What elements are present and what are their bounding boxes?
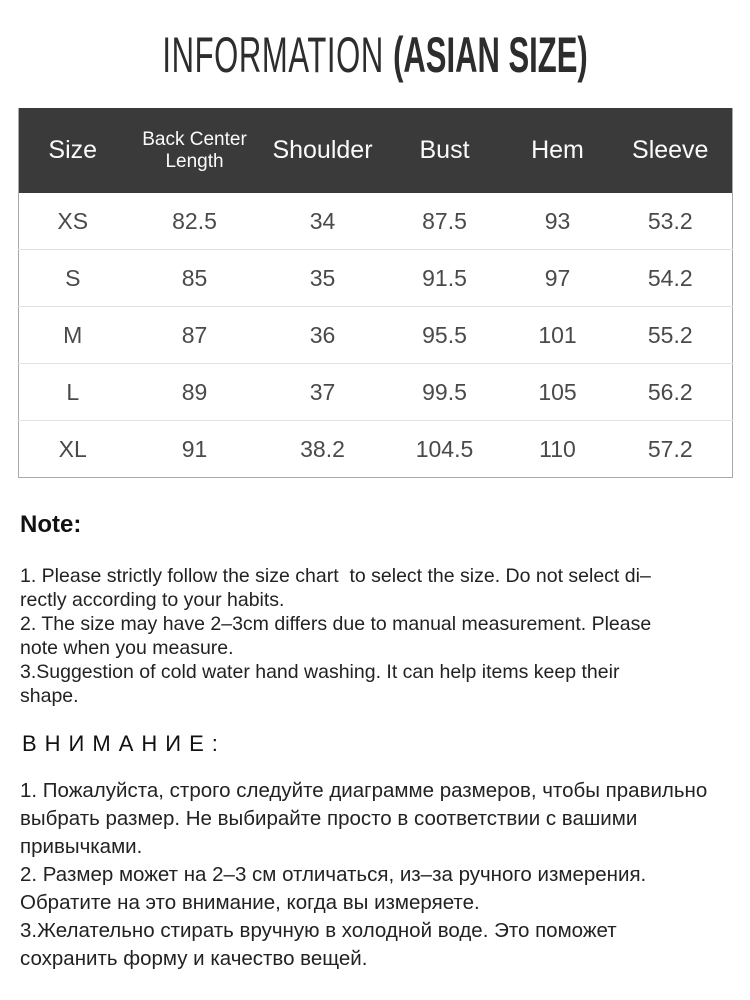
header-cell-bust: Bust [383, 108, 507, 193]
attention-line: 2. Размер может на 2–3 см отличаться, из–за ручного измерения. [20, 863, 647, 886]
cell-bust: 91.5 [383, 250, 507, 307]
cell-hem: 93 [507, 193, 609, 250]
page-title-text [162, 26, 587, 84]
cell-shoulder: 38.2 [300, 435, 345, 462]
cell-bust: 104.5 [415, 435, 474, 462]
cell-sleeve: 56.2 [609, 364, 733, 421]
table-row-l [19, 364, 733, 421]
attention-line: выбрать размер. Не выбирайте просто в соответствии с вашими [20, 807, 638, 830]
note-line: rectly according to your habits. [20, 589, 285, 611]
cell-hem: 105 [507, 364, 609, 421]
cell-bust: 87.5 [383, 193, 507, 250]
cell-back-center-length: 91 [181, 435, 208, 462]
attention-line: сохранить форму и качество вещей. [20, 947, 368, 970]
cell-sleeve: 57.2 [647, 435, 693, 462]
note-line: 3.Suggestion of cold water hand washing. It can help items keep their [20, 661, 620, 683]
cell-shoulder: 35 [263, 250, 383, 307]
note-line: 2. The size may have 2–3cm differs due to manual measurement. Please [20, 613, 652, 635]
attention-line: 3.Желательно стирать вручную в холодной воде. Это поможет [20, 919, 617, 942]
cell-hem: 101 [507, 307, 609, 364]
cell-shoulder: 34 [263, 193, 383, 250]
attention-heading: ВНИМАНИЕ: [22, 731, 226, 756]
size-chart-table [18, 108, 733, 478]
cell-size: M [19, 307, 127, 364]
cell-sleeve: 54.2 [609, 250, 733, 307]
table-header-row [19, 108, 733, 193]
header-cell-back-center-length: Back Center Length [127, 108, 263, 193]
table-row-m [19, 307, 733, 364]
page-title [0, 26, 750, 84]
cell-bust: 95.5 [383, 307, 507, 364]
attention-line: привычками. [20, 835, 143, 858]
header-cell-shoulder: Shoulder [263, 108, 383, 193]
cell-shoulder: 36 [263, 307, 383, 364]
table-row-xs [19, 193, 733, 250]
note-line: note when you measure. [20, 637, 234, 659]
title-bold: (ASIAN SIZE) [393, 27, 588, 83]
cell-bust: 99.5 [383, 364, 507, 421]
note-heading: Note: [20, 511, 82, 538]
cell-size: XS [19, 193, 127, 250]
header-cell-size: Size [19, 108, 127, 193]
header-cell-hem: Hem [507, 108, 609, 193]
cell-back-center-length: 87 [127, 307, 263, 364]
attention-text [20, 777, 736, 973]
title-regular: INFORMATION [162, 27, 394, 83]
table-row-s [19, 250, 733, 307]
cell-back-center-length: 85 [127, 250, 263, 307]
cell-hem: 110 [539, 435, 576, 462]
cell-back-center-length: 89 [127, 364, 263, 421]
cell-hem: 97 [507, 250, 609, 307]
cell-shoulder: 37 [263, 364, 383, 421]
cell-size: XL [58, 435, 87, 462]
cell-size: L [19, 364, 127, 421]
header-cell-sleeve: Sleeve [609, 108, 733, 193]
cell-sleeve: 55.2 [609, 307, 733, 364]
cell-back-center-length: 82.5 [127, 193, 263, 250]
attention-line: 1. Пожалуйста, строго следуйте диаграмме размеров, чтобы правильно [20, 779, 708, 802]
note-line: 1. Please strictly follow the size chart to select the size. Do not select di– [20, 565, 651, 587]
cell-size: S [19, 250, 127, 307]
note-line: shape. [20, 685, 79, 707]
attention-line: Обратите на это внимание, когда вы измеряете. [20, 891, 480, 914]
table-row-xl [19, 421, 733, 478]
note-text [20, 564, 736, 708]
cell-sleeve: 53.2 [609, 193, 733, 250]
